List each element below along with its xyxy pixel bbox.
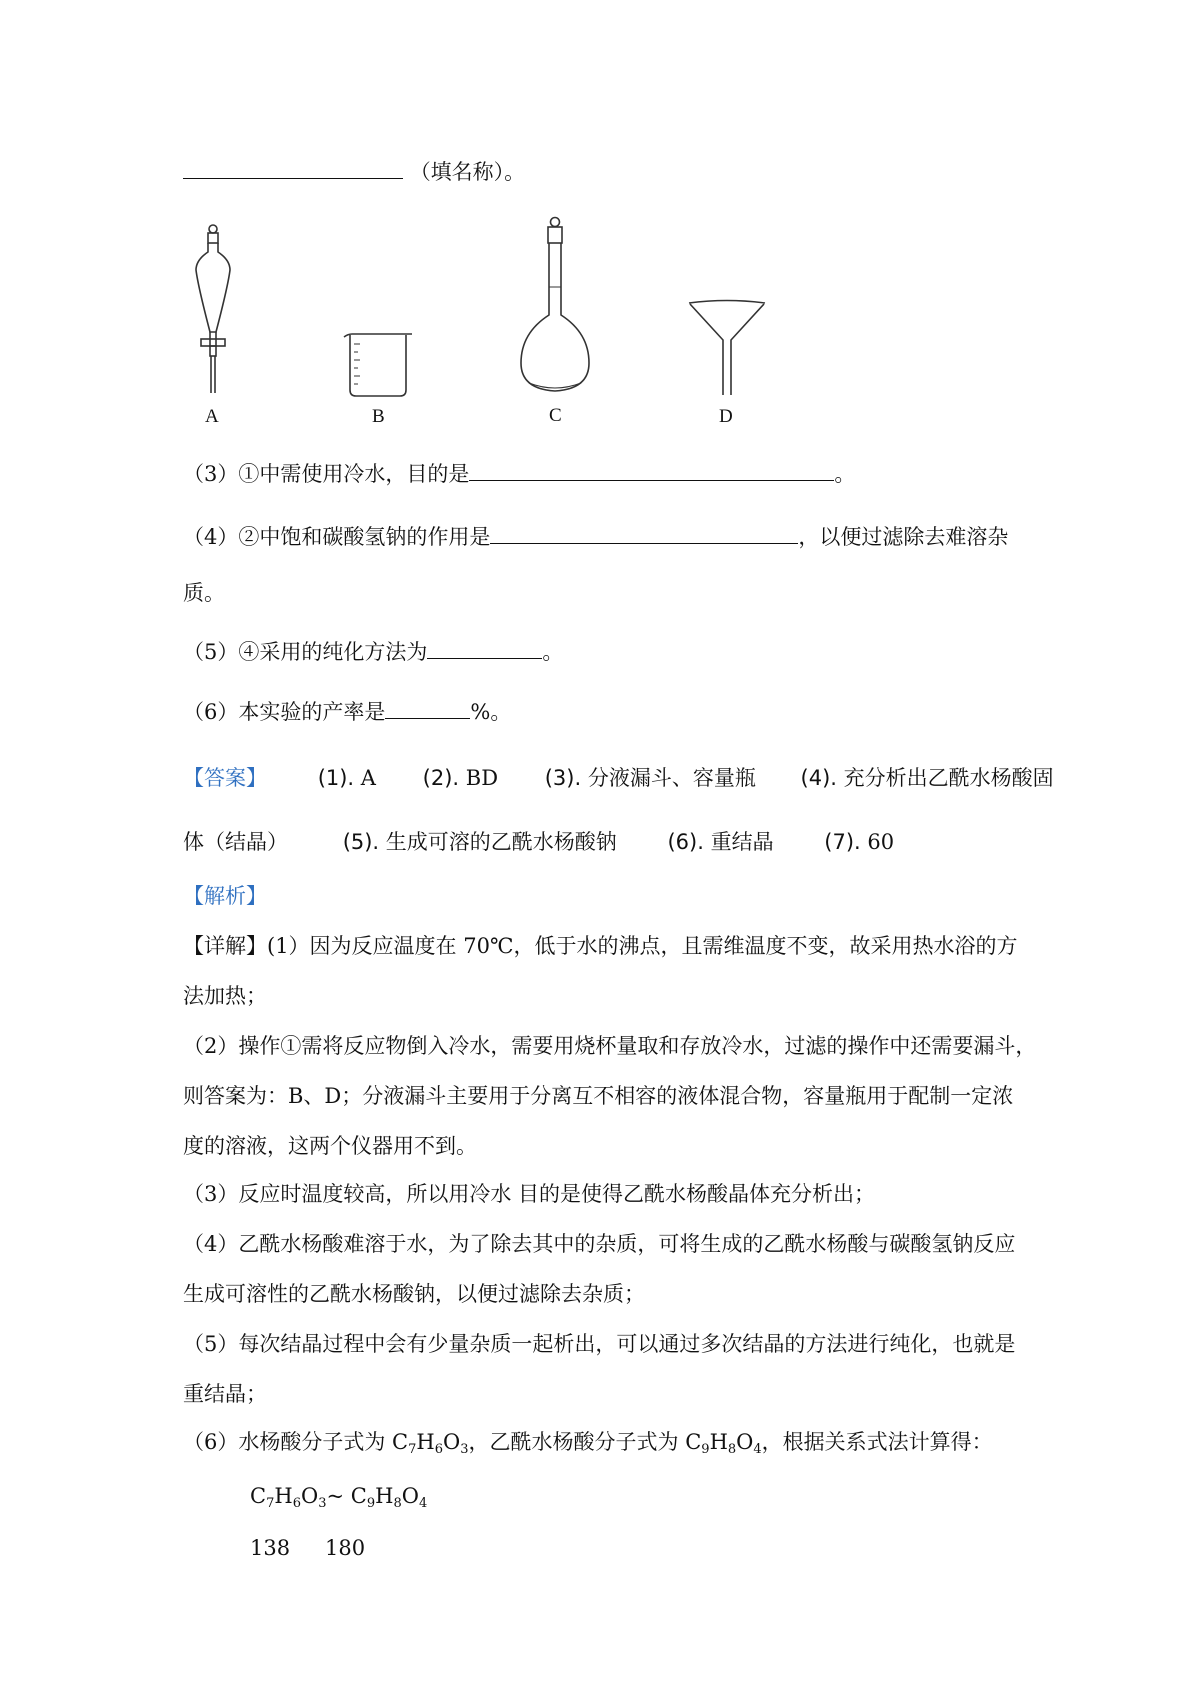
molar-mass-2: 180 <box>325 1536 366 1560</box>
answer-item: (7). 60 <box>824 830 895 854</box>
answer-line-2: 体（结晶） (5). 生成可溶的乙酰水杨酸钠 (6). 重结晶 (7). 60 <box>183 830 895 854</box>
detail-p6: （6）水杨酸分子式为 $C_7H_6O_3$，乙酰水杨酸分子式为 $C_9H_8O_4$，根据关系式法计算得： <box>183 1430 993 1457</box>
molar-mass-1: 138 <box>250 1536 291 1560</box>
formula-acetylsalicylic-acid: $C_9H_8O_4$ <box>685 1430 762 1457</box>
detail-p3: （3）反应时温度较高，所以用冷水 目的是使得乙酰水杨酸晶体充分析出； <box>183 1182 876 1206</box>
detail-p5-line1: （5）每次结晶过程中会有少量杂质一起析出，可以通过多次结晶的方法进行纯化，也就是 <box>183 1332 1016 1356</box>
formula-salicylic-acid: $C_7H_6O_3$ <box>392 1430 469 1457</box>
apparatus-label-c: C <box>549 405 562 426</box>
detail-p2-line1: （2）操作①需将反应物倒入冷水，需要用烧杯量取和存放冷水，过滤的操作中还需要漏斗， <box>183 1034 1037 1058</box>
answer-tag: 【答案】 <box>183 766 267 790</box>
beaker-icon <box>340 332 416 398</box>
apparatus-c <box>515 215 595 426</box>
relation-formula: $C_7H_6O_3\sim$ $C_9H_8O_4$ <box>250 1484 428 1511</box>
detail-p4-line1: （4）乙酰水杨酸难溶于水，为了除去其中的杂质，可将生成的乙酰水杨酸与碳酸氢钠反应 <box>183 1232 1016 1256</box>
answer-item: (4). 充分析出乙酰水杨酸固 <box>800 766 1054 790</box>
fill-name-hint: （填名称）。 <box>409 160 526 184</box>
answer-item: (5). 生成可溶的乙酰水杨酸钠 <box>342 830 617 854</box>
question-4-cont: 质。 <box>183 581 225 605</box>
answer-item: (6). 重结晶 <box>667 830 774 854</box>
answer-blank <box>385 700 470 719</box>
answer-blank <box>490 525 798 544</box>
answer-blank <box>427 640 542 659</box>
volumetric-flask-icon <box>515 215 595 397</box>
detail-p1-line2: 法加热； <box>183 984 267 1008</box>
funnel-icon <box>687 298 767 398</box>
apparatus-label-d: D <box>719 406 733 427</box>
detail-p2-line3: 度的溶液，这两个仪器用不到。 <box>183 1134 477 1158</box>
answer-blank <box>183 160 403 179</box>
detail-p1-line1: 【详解】(1）因为反应温度在 70℃，低于水的沸点，且需维温度不变，故采用热水浴的方 <box>183 934 1018 958</box>
apparatus-label-b: B <box>372 406 385 427</box>
apparatus-b <box>340 332 416 427</box>
detail-p2-line2: 则答案为：B、D；分液漏斗主要用于分离互不相容的液体混合物，容量瓶用于配制一定浓 <box>183 1084 1014 1108</box>
apparatus-a <box>188 222 238 427</box>
detail-p4-line2: 生成可溶性的乙酰水杨酸钠，以便过滤除去杂质； <box>183 1282 645 1306</box>
question-6: （6）本实验的产率是 %。 <box>183 700 512 724</box>
answer-item: (2). BD <box>422 766 499 790</box>
apparatus-label-a: A <box>205 406 219 427</box>
analysis-tag: 【解析】 <box>183 884 267 908</box>
detail-p5-line2: 重结晶； <box>183 1382 267 1406</box>
question-2-tail <box>183 160 525 183</box>
answer-blank <box>469 462 834 481</box>
question-5: （5）④采用的纯化方法为 。 <box>183 640 564 664</box>
answer-item: (3). 分液漏斗、容量瓶 <box>544 766 756 790</box>
apparatus-d <box>687 298 767 427</box>
question-3: （3）①中需使用冷水，目的是 。 <box>183 462 856 486</box>
separatory-funnel-icon <box>188 222 238 397</box>
answer-line-1 <box>183 768 1054 789</box>
answer-item: (1). A <box>317 766 376 790</box>
question-4: （4）②中饱和碳酸氢钠的作用是 ，以便过滤除去难溶杂 <box>183 525 1009 549</box>
